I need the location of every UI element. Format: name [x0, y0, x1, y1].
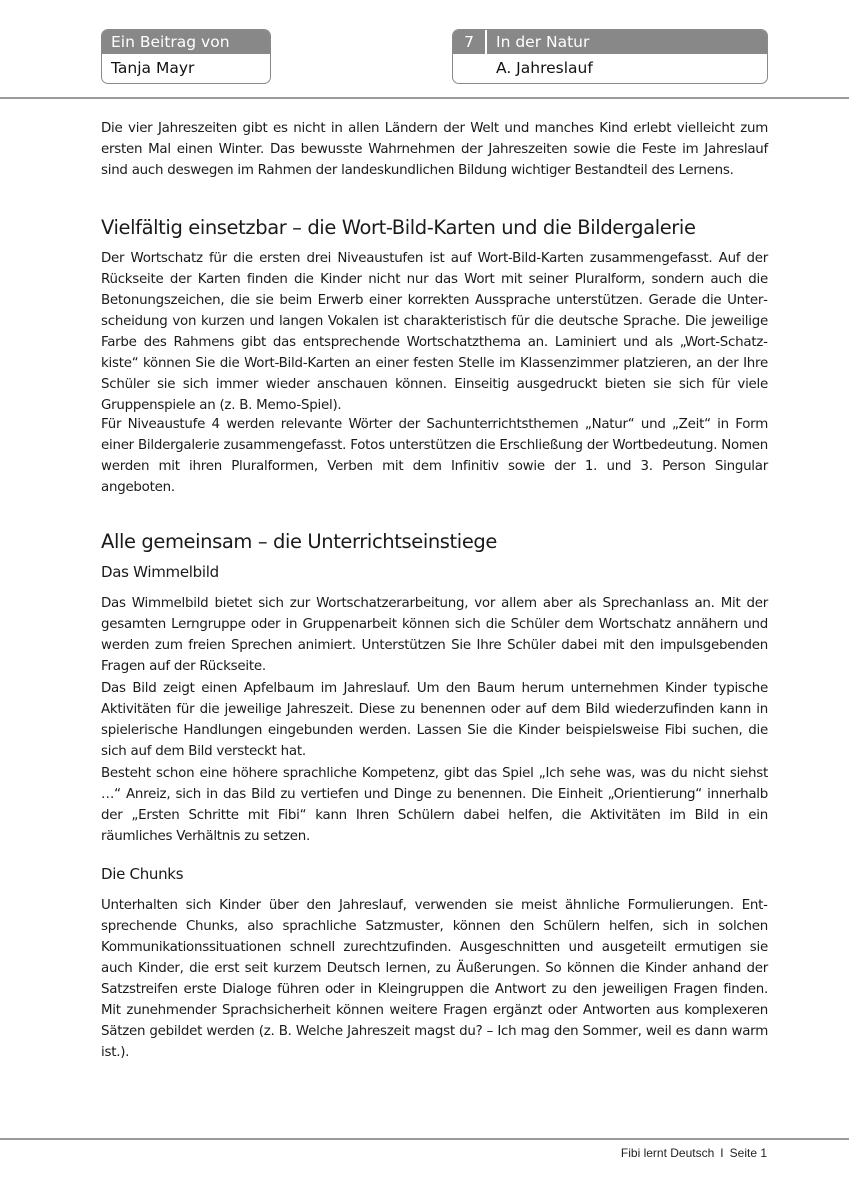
author-box	[101, 29, 271, 84]
author-name: Tanja Mayr	[111, 59, 195, 77]
header-divider	[0, 97, 849, 99]
chapter-box	[452, 29, 768, 84]
footer-separator: I	[720, 1146, 724, 1160]
paragraph: Besteht schon eine höhere sprachliche Kompetenz, gibt das Spiel „Ich sehe was, was du nicht siehst …“ Anreiz, sich in das Bild zu vertiefen und Dinge zu benennen. Die Einheit „Orientierung“ innerhalb der „Ersten Schritte mit Fibi“ kann Ihren Schülern dabei helfen, die Aktivitäten im Bild in ein räumliches Verhältnis zu setzen.	[101, 766, 768, 844]
intro-paragraph: Die vier Jahreszeiten gibt es nicht in allen Ländern der Welt und manches Kind erlebt vielleicht zum ersten Mal einen Winter. Das bewusste Wahrnehmen der Jahreszeiten sowie die Feste im Jahreslauf sind auch deswegen im Rahmen der landeskundlichen Bildung wichtiger Bestandteil des Lernens.	[101, 121, 768, 178]
paragraph: Das Wimmelbild bietet sich zur Wortschatzerarbeitung, vor allem aber als Sprechanlass an. Mit der gesamten Lerngruppe oder in Gruppenarbeit können sich die Schüler dem Wortschatz annähern und werden zum freien Sprechen animiert. Unterstützen Sie Ihre Schüler dabei mit den impulsgebenden Fragen auf der Rückseite.	[101, 596, 768, 674]
paragraph: Der Wortschatz für die ersten drei Niveaustufen ist auf Wort-Bild-Karten zusammengefasst. Auf der Rückseite der Karten finden die Kinder nicht nur das Wort mit seiner Pluralform, sondern auch die Betonungszeichen, die sie beim Erwerb einer korrekten Aussprache unterstützen. Gerade die Unterscheidung von kurzen und langen Vokalen ist charakteristisch für die deutsche Sprache. Die jeweilige Farbe des Rahmens gibt das entsprechende Wortschatzthema an. Laminiert und als „Wort-Schatzkiste“ können Sie die Wort-Bild-Karten an einer festen Stelle im Klassenzimmer platzieren, an der Ihre Schüler sie sich immer wieder anschauen können. Einseitig ausgedruckt bieten sie sich für viele Gruppenspiele an (z. B. Memo-Spiel).	[101, 251, 768, 413]
page-number: Seite 1	[729, 1146, 767, 1160]
paragraph: Das Bild zeigt einen Apfelbaum im Jahreslauf. Um den Baum herum unternehmen Kinder typische Aktivitäten für die jeweilige Jahreszeit. Diese zu benennen oder auf dem Bild wiederzufinden kann in spielerische Handlungen eingebunden werden. Lassen Sie die Kinder beispielsweise Fibi suchen, die sich auf dem Bild versteckt hat.	[101, 681, 768, 759]
footer	[621, 1146, 767, 1160]
section-title: A. Jahreslauf	[496, 59, 593, 77]
paragraph: Für Niveaustufe 4 werden relevante Wörter der Sachunterrichtsthemen „Natur“ und „Zeit“ in Form einer Bildergalerie zusammengefasst. Fotos unterstützen die Erschließung der Wortbedeutung. Nomen werden mit ihren Pluralformen, Verben mit dem Infinitiv sowie der 1. und 3. Person Singular angeboten.	[101, 417, 768, 495]
author-label: Ein Beitrag von	[111, 33, 230, 51]
subheading-wimmelbild: Das Wimmelbild	[101, 563, 219, 581]
author-label-band	[102, 30, 270, 54]
section-heading-unterrichtseinstiege: Alle gemeinsam – die Unterrichtseinstiege	[101, 530, 497, 553]
section-heading-wort-bild-karten: Vielfältig einsetzbar – die Wort-Bild-Karten und die Bildergalerie	[101, 216, 696, 239]
chapter-number: 7	[453, 30, 487, 54]
publication-name: Fibi lernt Deutsch	[620, 1146, 715, 1160]
chapter-title: In der Natur	[496, 33, 590, 51]
footer-divider	[0, 1138, 849, 1140]
chapter-band	[453, 30, 767, 54]
subheading-chunks: Die Chunks	[101, 865, 184, 883]
paragraph: Unterhalten sich Kinder über den Jahreslauf, verwenden sie meist ähnliche Formulierungen. Entsprechende Chunks, also sprachliche Satzmuster, können den Schülern helfen, sich in solchen Kommunikationssituationen schnell zurechtzufinden. Ausgeschnitten und ausgeteilt ermutigen sie auch Kinder, die erst seit kurzem Deutsch lernen, zu Äußerungen. So können die Kinder anhand der Satzstreifen erste Dialoge führen oder in Kleingruppen die Antwort zu den jeweiligen Fragen finden. Mit zunehmender Sprachsicherheit können weitere Fragen ergänzt oder Antworten aus komplexeren Sätzen gebildet werden (z. B. Welche Jahreszeit magst du? – Ich mag den Sommer, weil es dann warm ist.).	[101, 898, 768, 1060]
